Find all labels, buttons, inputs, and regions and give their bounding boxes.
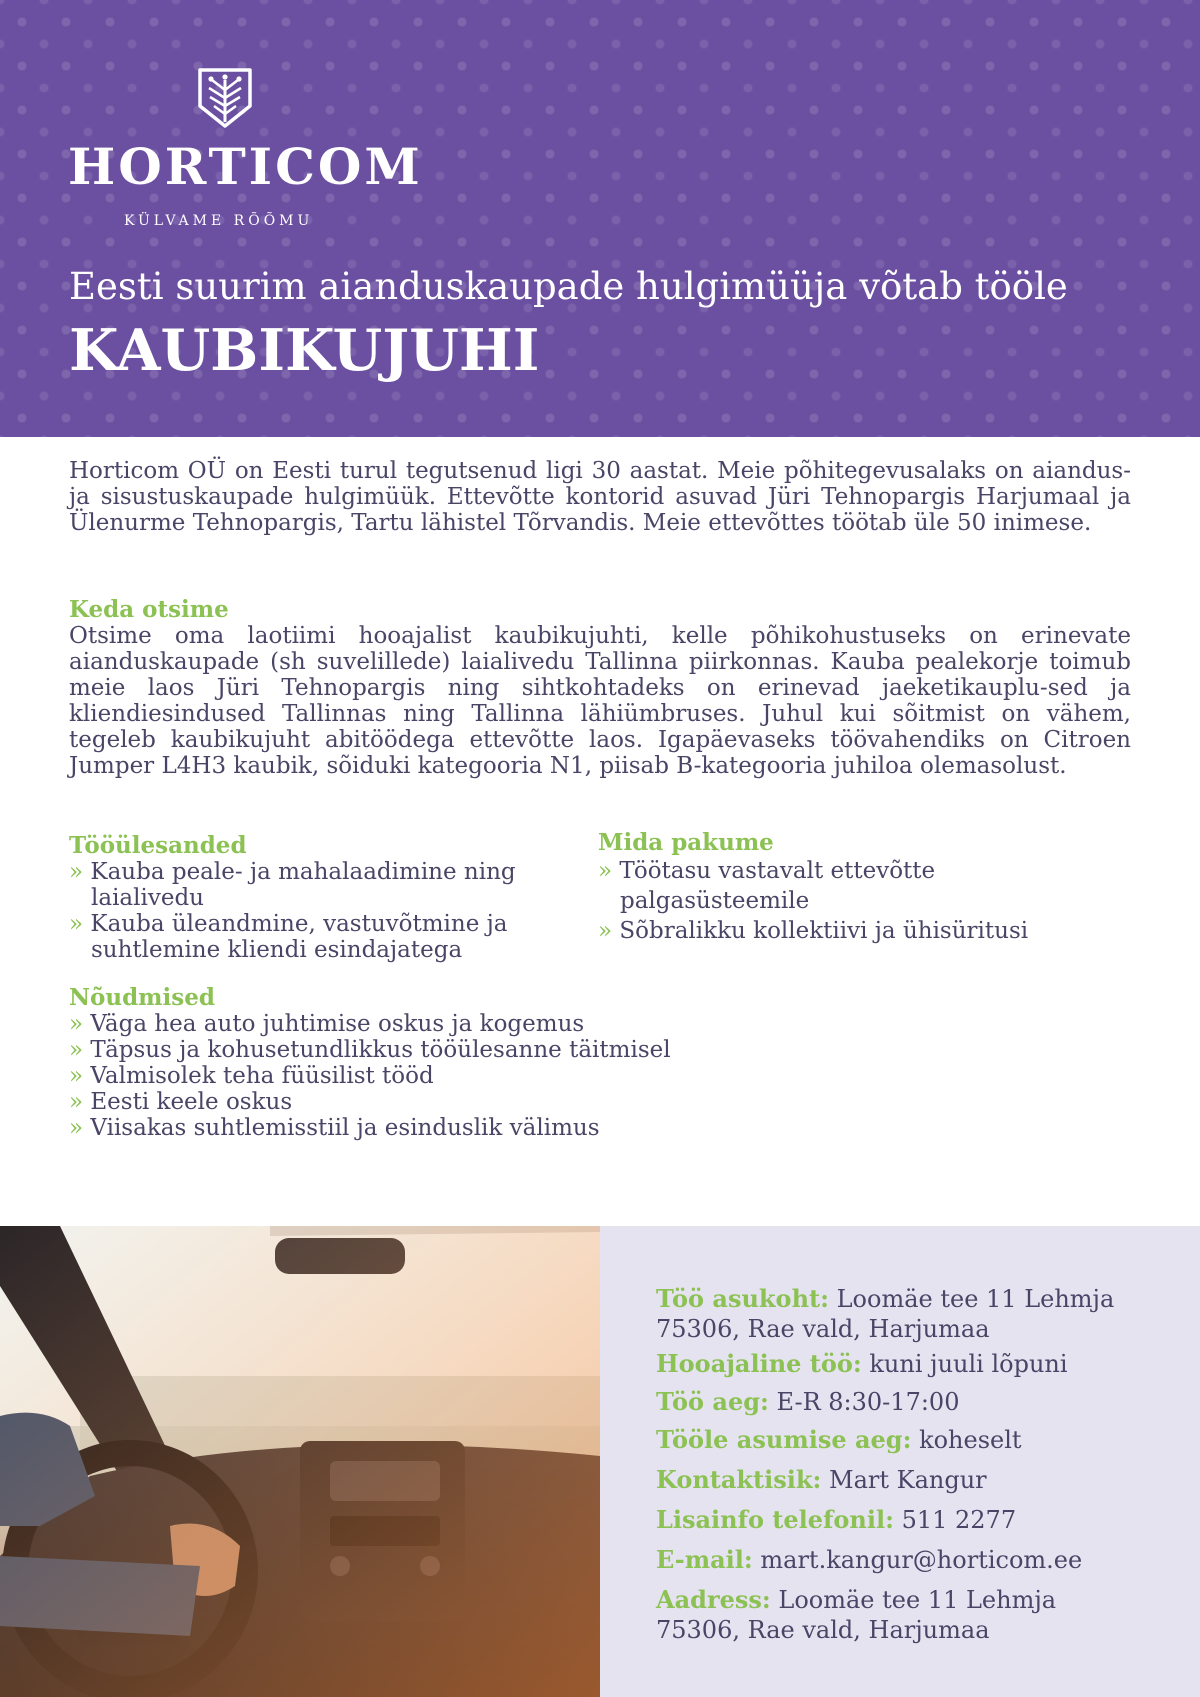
- contact-start-date: [656, 1425, 1126, 1455]
- brand-tagline: KÜLVAME RÕÕMU: [124, 213, 314, 229]
- list-item-text: Täpsus ja kohusetundlikkus tööülesanne täitmisel: [90, 1037, 671, 1063]
- list-item-text: Väga hea auto juhtimise oskus ja kogemus: [90, 1011, 585, 1037]
- bullet-marker: »: [69, 1011, 84, 1037]
- list-item: [69, 911, 559, 963]
- contact-label: Töö aeg:: [656, 1387, 769, 1416]
- bullet-marker: »: [69, 859, 84, 885]
- contact-value[interactable]: 511 2277: [901, 1506, 1017, 1534]
- list-item: [69, 1115, 969, 1141]
- bullet-marker: »: [69, 1089, 84, 1115]
- offer-heading: Mida pakume: [598, 829, 774, 856]
- tasks-list: [69, 859, 559, 963]
- list-item: [598, 916, 1068, 946]
- list-item: [69, 1037, 969, 1063]
- contact-label: Lisainfo telefonil:: [656, 1505, 894, 1534]
- contact-value: Loomäe tee 11 Lehmja 75306, Rae vald, Harjumaa: [656, 1586, 1057, 1644]
- contact-label: Kontaktisik:: [656, 1465, 822, 1494]
- contact-address: [656, 1585, 1126, 1645]
- list-item: [598, 856, 1068, 916]
- header-banner: [0, 0, 1200, 437]
- list-item: [69, 1011, 969, 1037]
- intro-title: Eesti suurim aianduskaupade hulgimüüja võtab tööle: [69, 265, 1068, 308]
- offer-list: [598, 856, 1068, 946]
- list-item-text: Eesti keele oskus: [90, 1089, 293, 1115]
- list-item: [69, 1089, 969, 1115]
- bullet-marker: »: [69, 1115, 84, 1141]
- list-item-text: Töötasu vastavalt ettevõtte palgasüsteemile: [619, 858, 936, 914]
- email-link[interactable]: mart.kangur@horticom.ee: [760, 1546, 1083, 1574]
- list-item-text: Viisakas suhtlemisstiil ja esinduslik välimus: [90, 1115, 600, 1141]
- bullet-marker: »: [69, 1063, 84, 1089]
- contact-email: [656, 1545, 1126, 1575]
- list-item: [69, 1063, 969, 1089]
- list-item: [69, 859, 559, 911]
- contact-value: Mart Kangur: [829, 1466, 987, 1494]
- contact-value: kuni juuli lõpuni: [869, 1350, 1068, 1378]
- bullet-marker: »: [598, 918, 613, 944]
- leaf-logo-icon: [194, 66, 256, 130]
- contact-label: Tööle asumise aeg:: [656, 1425, 912, 1454]
- contact-value: Loomäe tee 11 Lehmja 75306, Rae vald, Harjumaa: [656, 1285, 1115, 1343]
- contact-phone: [656, 1505, 1126, 1535]
- contact-seasonal: [656, 1349, 1126, 1379]
- requirements-list: [69, 1011, 969, 1141]
- seeking-heading: Keda otsime: [69, 596, 229, 623]
- job-title: KAUBIKUJUHI: [69, 317, 540, 384]
- bullet-marker: »: [598, 858, 613, 884]
- contact-value: E-R 8:30-17:00: [776, 1388, 960, 1416]
- brand-name: HORTICOM: [68, 137, 423, 196]
- about-paragraph: Horticom OÜ on Eesti turul tegutsenud ligi 30 aastat. Meie põhitegevusalaks on aiandus- ja sisustuskaupade hulgimüük. Ettevõtte kontorid asuvad Jüri Tehnopargis Harjumaal ja Ülenurme Tehnopargis, Tartu lähistel Tõrvandis. Meie ettevõttes töötab üle 50 inimese.: [69, 458, 1131, 536]
- bullet-marker: »: [69, 911, 84, 937]
- contact-label: Aadress:: [656, 1585, 771, 1614]
- car-interior-photo: [0, 1226, 600, 1697]
- list-item-text: Kauba peale- ja mahalaadimine ning laialivedu: [90, 859, 516, 911]
- contact-work-location: [656, 1284, 1126, 1344]
- list-item-text: Sõbralikku kollektiivi ja ühisüritusi: [619, 918, 1029, 944]
- contact-person: [656, 1465, 1126, 1495]
- tasks-heading: Tööülesanded: [69, 832, 247, 859]
- car-interior-illustration: [0, 1226, 600, 1697]
- contact-label: Hooajaline töö:: [656, 1349, 862, 1378]
- contact-label: Töö asukoht:: [656, 1284, 829, 1313]
- seeking-paragraph: Otsime oma laotiimi hooajalist kaubikujuhti, kelle põhikohustuseks on erinevate aianduskaupade (sh suvelillede) laialivedu Tallinna piirkonnas. Kauba pealekorje toimub meie laos Jüri Tehnopargis ning sihtkohtadeks on erinevad jaeketikauplu-sed ja kliendiesindused Tallinnas ning Tallinna lähiümbruses. Juhul kui sõitmist on vähem, tegeleb kaubikujuht abitöödega ettevõtte laos. Igapäevaseks töövahendiks on Citroen Jumper L4H3 kaubik, sõiduki kategooria N1, piisab B-kategooria juhiloa olemasolust.: [69, 623, 1131, 779]
- contact-work-hours: [656, 1387, 1126, 1417]
- list-item-text: Valmisolek teha füüsilist tööd: [90, 1063, 434, 1089]
- contact-value: koheselt: [919, 1426, 1022, 1454]
- requirements-heading: Nõudmised: [69, 984, 215, 1011]
- list-item-text: Kauba üleandmine, vastuvõtmine ja suhtlemine kliendi esindajatega: [90, 911, 508, 963]
- contact-label: E-mail:: [656, 1545, 753, 1574]
- bullet-marker: »: [69, 1037, 84, 1063]
